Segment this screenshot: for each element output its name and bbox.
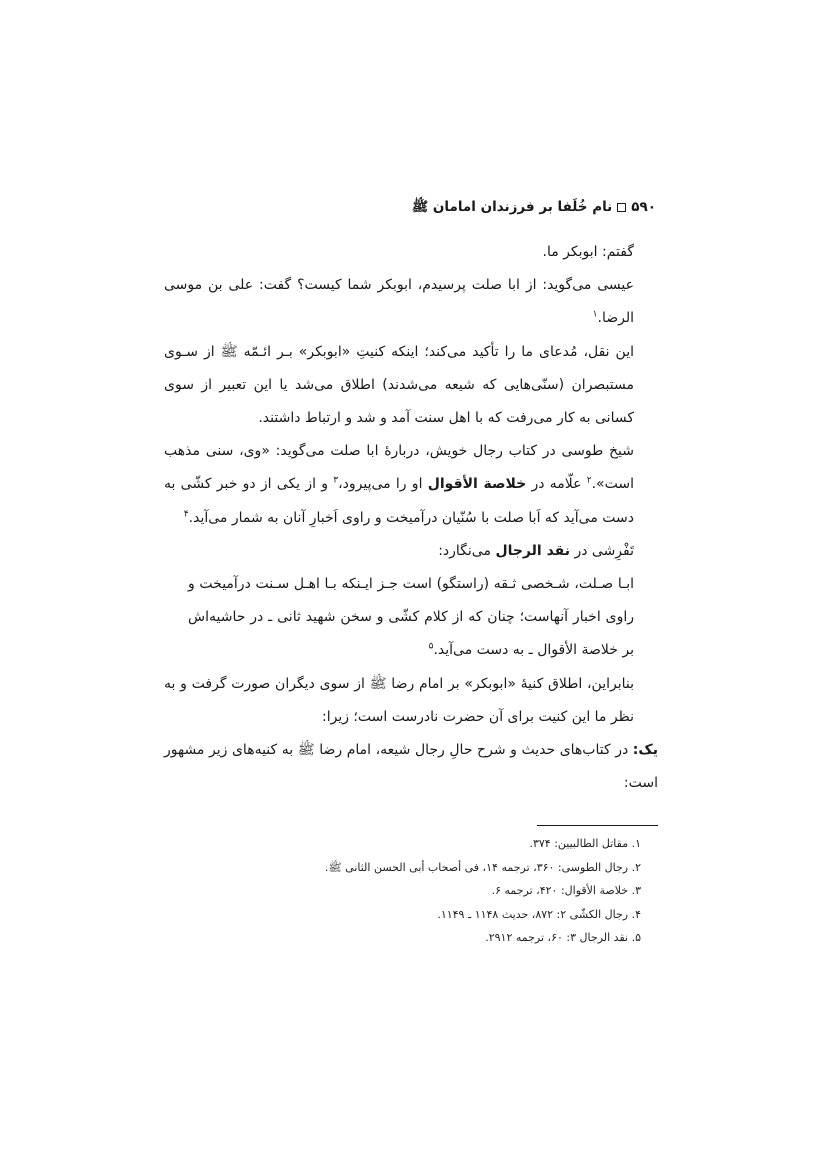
paragraph-text: این نقل، مُدعای ما را تأکید می‌کند؛ اینکه کنیتِ «ابوبکر» بـر ائـمّه ﷺ از سـوی مستبصران (سنّی‌هایی که شیعه می‌شدند) اطلاق می‌شد یا این تعبیر از سوی کسانی به کار می‌رفت که با اهل سنت آمد و شد و ارتباط داشتند. [164,343,634,427]
footnote-item: ۵. نقد الرجال ۳: ۶۰، ترجمه ۲۹۱۲. [485,931,641,945]
paragraph-4 [164,435,658,535]
paragraph-text: شیخ طوسی در کتاب رجال خویش، دربارهٔ ابا صلت می‌گوید: «وی، سنی مذهب است». [164,443,634,493]
paragraph-1 [164,236,658,269]
running-header [166,196,656,218]
footnote-ref[interactable]: ۳ [333,475,339,486]
footnote-item: ۴. رجال الکشّی ۲: ۸۷۲، حدیث ۱۱۴۸ ـ ۱۱۴۹. [437,907,641,921]
paragraph-text: بنابراین، اطلاق کنیهٔ «ابوبکر» بر امام رضا ﷺ از سوی دیگران صورت گرفت و به نظر ما این کنیت برای آن حضرت نادرست است؛ زیرا: [164,675,634,725]
footnote-ref[interactable]: ۴ [183,508,189,519]
footnote-item: ۳. خلاصة الأقوال: ۴۲۰، ترجمه ۶. [491,884,641,898]
footnote-ref[interactable]: ۱ [592,309,598,320]
paragraph-text: او را می‌پیرود، [338,476,428,493]
square-bullet-icon [617,203,626,212]
block-quote [164,568,658,668]
page-number: ۵۹۰ [631,199,656,215]
paragraph-3 [164,336,658,436]
footnotes [171,832,641,950]
footnote-ref[interactable]: ۲ [586,475,592,486]
paragraph-text: می‌نگارد: [438,542,496,559]
body-text [164,236,658,800]
book-title: نقد الرجال [495,542,570,559]
footnote-item: ۱. مقاتل الطالبیین: ۳۷۴. [529,837,641,850]
footnote-item: ۲. رجال الطوسی: ۳۶۰، ترجمه ۱۴، فی أصحاب أبی الحسن الثانی ﷺ. [324,860,641,874]
paragraph-8 [164,734,658,800]
quote-text: ابـا صـلت، شـخصی ثـقه (راستگو) است جـز ایـنکه بـا اهـل سـنت درآمیخت و راوی اخبار آنهاست؛ چنان که از کلام کشّی و سخن شهید ثانی ـ در حاشیه‌اش بر خلاصة الأقوال ـ به دست می‌آید. [188,576,634,659]
paragraph-text: عیسی می‌گوید: از ابا صلت پرسیدم، ابوبکر شما کیست؟ گفت: علی بن موسی الرضا. [164,277,634,327]
list-marker: یک: [632,742,658,759]
footnote-divider [537,825,658,826]
book-title: خلاصة الأقوال [427,476,527,493]
paragraph-text: و از یکی از دو خبر کشّی به دست می‌آید که اَبا صلت با سُنّیان درآمیخت و راوی اَخبارِ آنان به شمار می‌آید. [164,476,634,526]
running-title: نام خُلَفا بر فرزندان امامان ﷺ [411,199,613,215]
paragraph-2 [164,269,658,335]
paragraph-text: تَفْرِشی در [570,542,634,559]
paragraph-text: علّامه در [526,476,587,493]
paragraph-5 [164,535,658,568]
paragraph-text: گفتم: ابوبکر ما. [542,244,634,260]
paragraph-7 [164,668,658,734]
footnote-ref[interactable]: ۵ [428,641,434,652]
paragraph-text: در کتاب‌های حدیث و شرح حالِ رجال شیعه، امام رضا ﷺ به کنیه‌های زیر مشهور است: [164,742,658,792]
